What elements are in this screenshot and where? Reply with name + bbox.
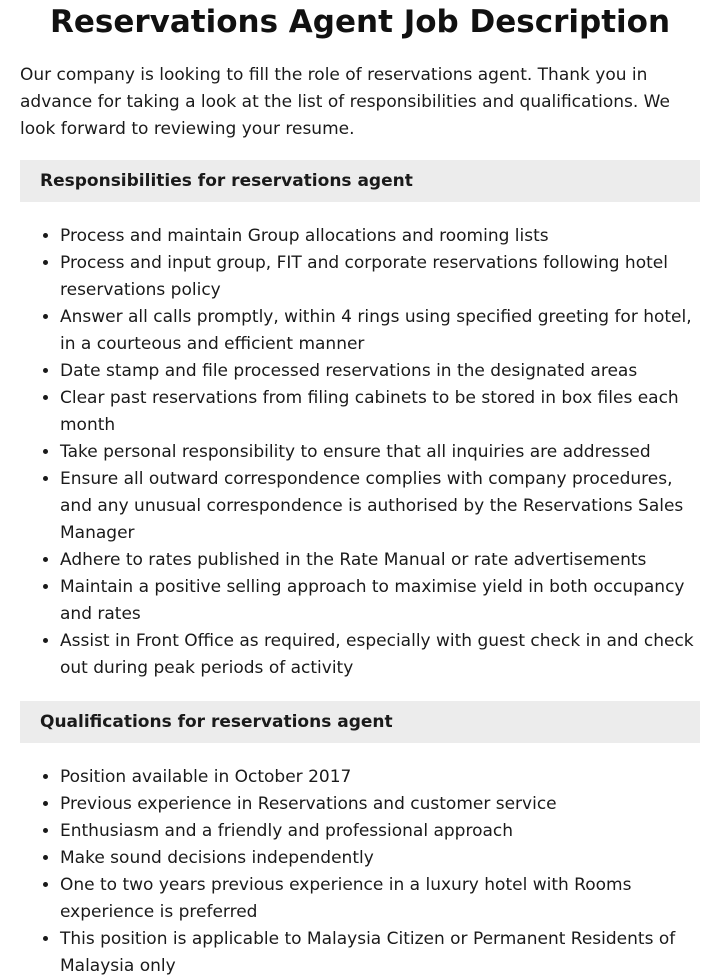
list-item: • Process and maintain Group allocations and rooming lists [60,223,700,250]
list-item: • Previous experience in Reservations and customer service [60,791,700,818]
list-item: • One to two years previous experience in a luxury hotel with Rooms experience is preferred [60,872,700,926]
qualifications-list [20,764,700,980]
list-item: • Date stamp and file processed reservations in the designated areas [60,358,700,385]
list-item: • Assist in Front Office as required, especially with guest check in and check out during peak periods of activity [60,628,700,682]
list-item: • Clear past reservations from filing cabinets to be stored in box files each month [60,385,700,439]
list-item: • Adhere to rates published in the Rate Manual or rate advertisements [60,547,700,574]
list-item: • Answer all calls promptly, within 4 rings using specified greeting for hotel, in a courteous and efficient manner [60,304,700,358]
page-title: Reservations Agent Job Description [49,4,671,40]
responsibilities-heading: Responsibilities for reservations agent [20,160,700,202]
list-item: • Position available in October 2017 [60,764,700,791]
list-item: • This position is applicable to Malaysia Citizen or Permanent Residents of Malaysia only [60,926,700,980]
list-item: • Make sound decisions independently [60,845,700,872]
qualifications-heading: Qualifications for reservations agent [20,701,700,743]
intro-paragraph: Our company is looking to fill the role of reservations agent. Thank you in advance for taking a look at the list of responsibilities and qualifications. We look forward to reviewing your resume. [20,65,670,139]
list-item: • Enthusiasm and a friendly and professional approach [60,818,700,845]
responsibilities-list [20,223,700,682]
list-item: • Process and input group, FIT and corporate reservations following hotel reservations policy [60,250,700,304]
list-item: • Maintain a positive selling approach to maximise yield in both occupancy and rates [60,574,700,628]
list-item: • Take personal responsibility to ensure that all inquiries are addressed [60,439,700,466]
list-item: • Ensure all outward correspondence complies with company procedures, and any unusual correspondence is authorised by the Reservations Sales Manager [60,466,700,547]
